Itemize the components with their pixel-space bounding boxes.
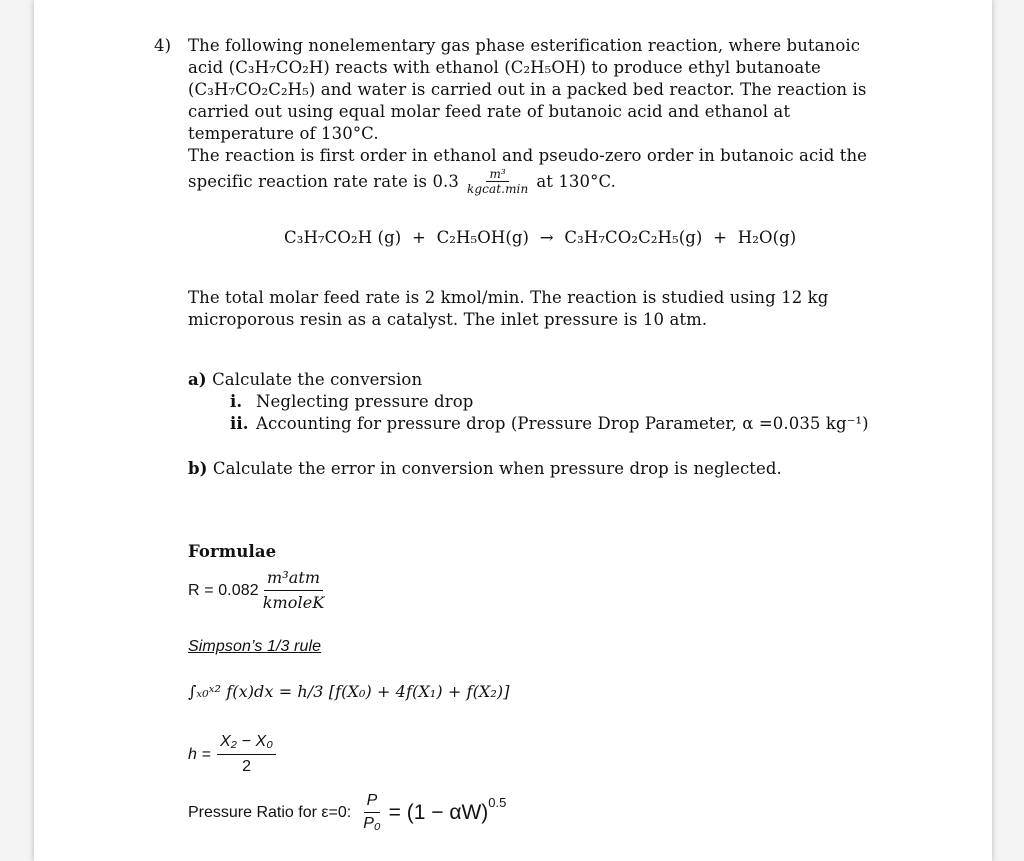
part-b-label: b) <box>188 459 208 478</box>
part-a-ii <box>230 413 869 435</box>
question-line-3: (C₃H₇CO₂C₂H₅) and water is carried out in a packed bed reactor. The reaction is <box>188 80 867 99</box>
rate-constant-line <box>188 167 616 196</box>
part-a-ii-text: Accounting for pressure drop (Pressure Drop Parameter, α =0.035 kg⁻¹) <box>256 414 869 433</box>
question-number: 4) <box>154 36 172 55</box>
pressure-ratio-formula <box>188 790 506 835</box>
feed-line-2: microporous resin as a catalyst. The inlet pressure is 10 atm. <box>188 310 708 329</box>
step-size-formula <box>188 730 276 779</box>
step-size-lhs: h = <box>188 745 211 763</box>
question-line-6: The reaction is first order in ethanol and pseudo-zero order in butanoic acid the <box>188 146 868 165</box>
question-line-1: The following nonelementary gas phase esterification reaction, where butanoic <box>188 36 861 55</box>
part-a-label: a) <box>188 370 207 389</box>
rate-suffix: at 130°C. <box>536 171 616 191</box>
simpson-formula: ∫ₓ₀ˣ² f(x)dx = h/3 [f(X₀) + 4f(X₁) + f(X₂)] <box>188 682 510 701</box>
pressure-ratio-exponent: 0.5 <box>488 795 507 810</box>
gas-constant-units-denominator: kmoleK <box>262 593 325 612</box>
rate-prefix: specific reaction rate rate is 0.3 <box>188 171 459 191</box>
pressure-ratio-numerator: P <box>364 790 381 813</box>
question-line-5: temperature of 130°C. <box>188 124 379 143</box>
part-a-i-text: Neglecting pressure drop <box>256 392 474 411</box>
question-line-4: carried out using equal molar feed rate of butanoic acid and ethanol at <box>188 102 791 121</box>
part-a-i-label: i. <box>230 392 243 411</box>
reaction-equation: C₃H₇CO₂H (g) + C₂H₅OH(g) → C₃H₇CO₂C₂H₅(g) + H₂O(g) <box>284 228 797 247</box>
part-a-text: Calculate the conversion <box>212 370 423 389</box>
part-b-text: Calculate the error in conversion when pressure drop is neglected. <box>212 459 782 478</box>
document-page <box>34 0 992 861</box>
gas-constant-formula <box>188 566 324 615</box>
feed-line-1: The total molar feed rate is 2 kmol/min. The reaction is studied using 12 kg <box>188 288 829 307</box>
pressure-ratio-label: Pressure Ratio for ε=0: <box>188 803 352 821</box>
step-size-denominator: 2 <box>242 758 252 775</box>
pressure-ratio-fraction <box>363 790 380 835</box>
gas-constant-units-numerator: m³atm <box>264 566 323 591</box>
part-b <box>188 458 782 480</box>
pressure-ratio-denominator: P₀ <box>363 815 381 832</box>
step-size-numerator: X₂ − X₀ <box>217 730 276 755</box>
rate-unit-fraction <box>467 167 528 196</box>
step-size-fraction <box>217 730 276 779</box>
part-a <box>188 369 422 391</box>
gas-constant-lhs: R = 0.082 <box>188 581 259 599</box>
gas-constant-units <box>263 566 325 615</box>
pressure-ratio-rhs: = (1 − αW) <box>388 800 489 824</box>
part-a-i <box>230 391 473 413</box>
rate-unit-denominator: kgcat.min <box>467 182 529 196</box>
formulae-heading: Formulae <box>188 542 277 561</box>
rate-unit-numerator: m³ <box>486 167 508 182</box>
part-a-ii-label: ii. <box>230 414 249 433</box>
simpson-heading: Simpson’s 1/3 rule <box>188 638 322 655</box>
question-line-2: acid (C₃H₇CO₂H) reacts with ethanol (C₂H₅OH) to produce ethyl butanoate <box>188 58 821 77</box>
